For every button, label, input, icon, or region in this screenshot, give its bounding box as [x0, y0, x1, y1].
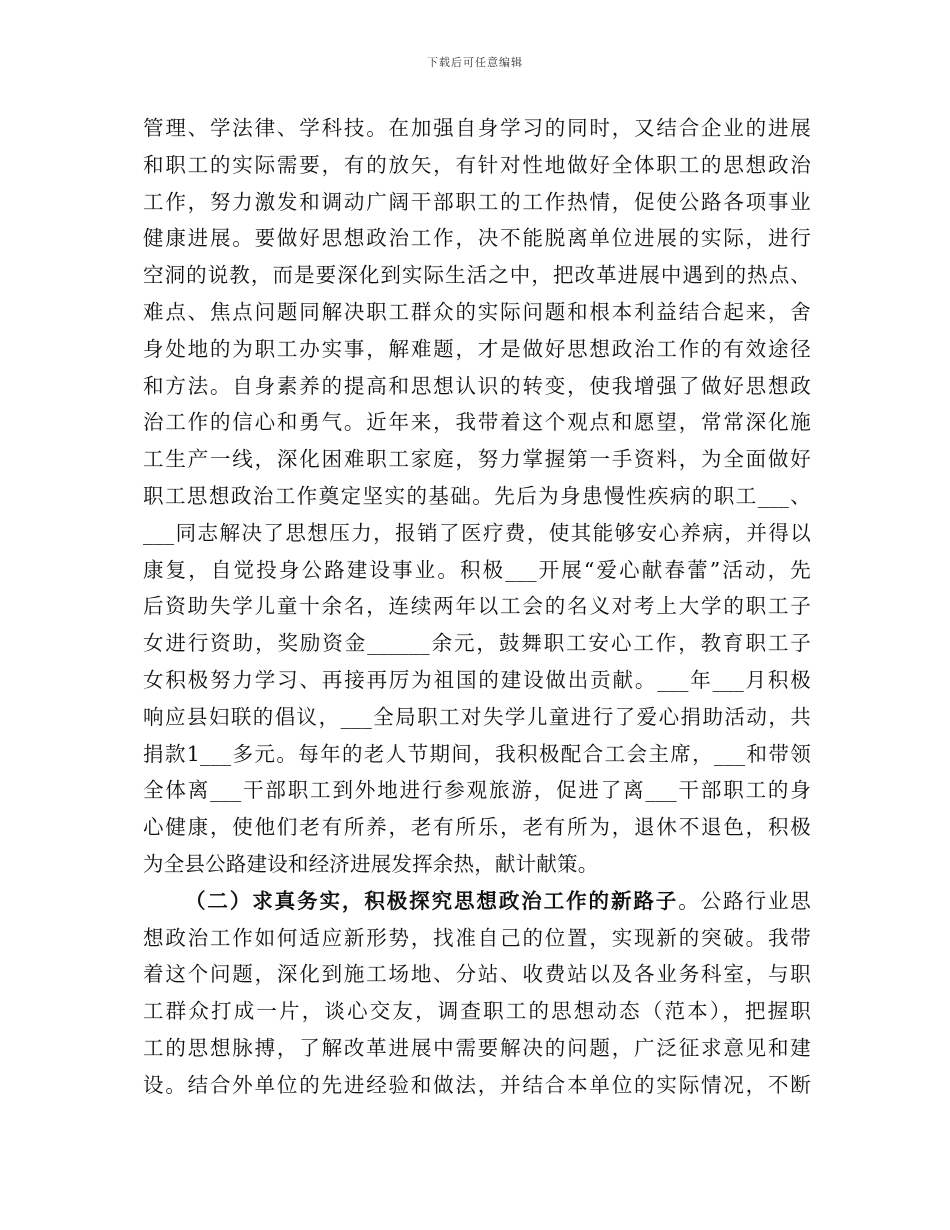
page-header: 下载后可任意编辑	[427, 56, 523, 69]
section-heading-line	[143, 883, 811, 920]
heading-line-rest: 。公路行业思	[678, 888, 811, 913]
text-line: 管理、学法律、学科技。在加强自身学习的同时，又结合企业的进展	[143, 116, 811, 140]
text-line: 治工作的信心和勇气。近年来，我带着这个观点和愿望，常常深化施	[143, 410, 811, 435]
text-line: 康复，自觉投身公路建设事业。积极___开展“爱心献春蕾”活动，先	[143, 557, 811, 582]
text-line: 空洞的说教，而是要深化到实际生活之中，把改革进展中遇到的热点、	[143, 263, 811, 288]
text-line: 女积极努力学习、再接再厉为祖国的建设做出贡献。___年___月积极	[143, 667, 811, 692]
text-line: 女进行资助，奖励资金______余元，鼓舞职工安心工作，教育职工子	[143, 631, 811, 656]
text-line: 工群众打成一片，谈心交友，调查职工的思想动态（范本），把握职	[143, 999, 811, 1024]
paragraph-1	[143, 110, 811, 883]
text-line: 为全县公路建设和经济进展发挥余热，献计献策。	[143, 851, 599, 876]
section-heading: （二）求真务实，积极探究思想政治工作的新路子	[185, 888, 679, 913]
text-line: 难点、焦点问题同解决职工群众的实际问题和根本利益结合起来，舍	[143, 299, 811, 324]
text-line: 后资助失学儿童十余名，连续两年以工会的名义对考上大学的职工子	[143, 594, 811, 619]
text-line: 心健康，使他们老有所养，老有所乐，老有所为，退休不退色，积极	[143, 815, 811, 840]
text-line: 着这个问题，深化到施工场地、分站、收费站以及各业务科室，与职	[143, 962, 811, 987]
text-line: 全体离___干部职工到外地进行参观旅游，促进了离___干部职工的身	[143, 778, 811, 803]
text-line: 捐款1___多元。每年的老人节期间，我积极配合工会主席，___和带领	[143, 741, 811, 766]
text-line: ___同志解决了思想压力，报销了医疗费，使其能够安心养病，并得以	[143, 520, 811, 545]
text-line: 工的思想脉搏，了解改革进展中需要解决的问题，广泛征求意见和建	[143, 1035, 811, 1060]
text-line: 想政治工作如何适应新形势，找准自己的位置，实现新的突破。我带	[143, 925, 811, 950]
document-body	[143, 110, 811, 1104]
text-line: 工作，努力激发和调动广阔干部职工的工作热情，促使公路各项事业	[143, 189, 811, 214]
paragraph-2	[143, 883, 811, 1104]
text-line: 和方法。自身素养的提高和思想认识的转变，使我增强了做好思想政	[143, 373, 811, 398]
text-line: 工生产一线，深化困难职工家庭，努力掌握第一手资料，为全面做好	[143, 447, 811, 472]
text-line: 身处地的为职工办实事，解难题，才是做好思想政治工作的有效途径	[143, 336, 811, 361]
text-line: 健康进展。要做好思想政治工作，决不能脱离单位进展的实际，进行	[143, 226, 811, 251]
text-line: 设。结合外单位的先进经验和做法，并结合本单位的实际情况，不断	[143, 1072, 811, 1097]
text-line: 响应县妇联的倡议，___全局职工对失学儿童进行了爱心捐助活动，共	[143, 704, 811, 729]
text-line: 职工思想政治工作奠定坚实的基础。先后为身患慢性疾病的职工___、	[143, 483, 811, 508]
text-line: 和职工的实际需要，有的放矢，有针对性地做好全体职工的思想政治	[143, 152, 811, 177]
